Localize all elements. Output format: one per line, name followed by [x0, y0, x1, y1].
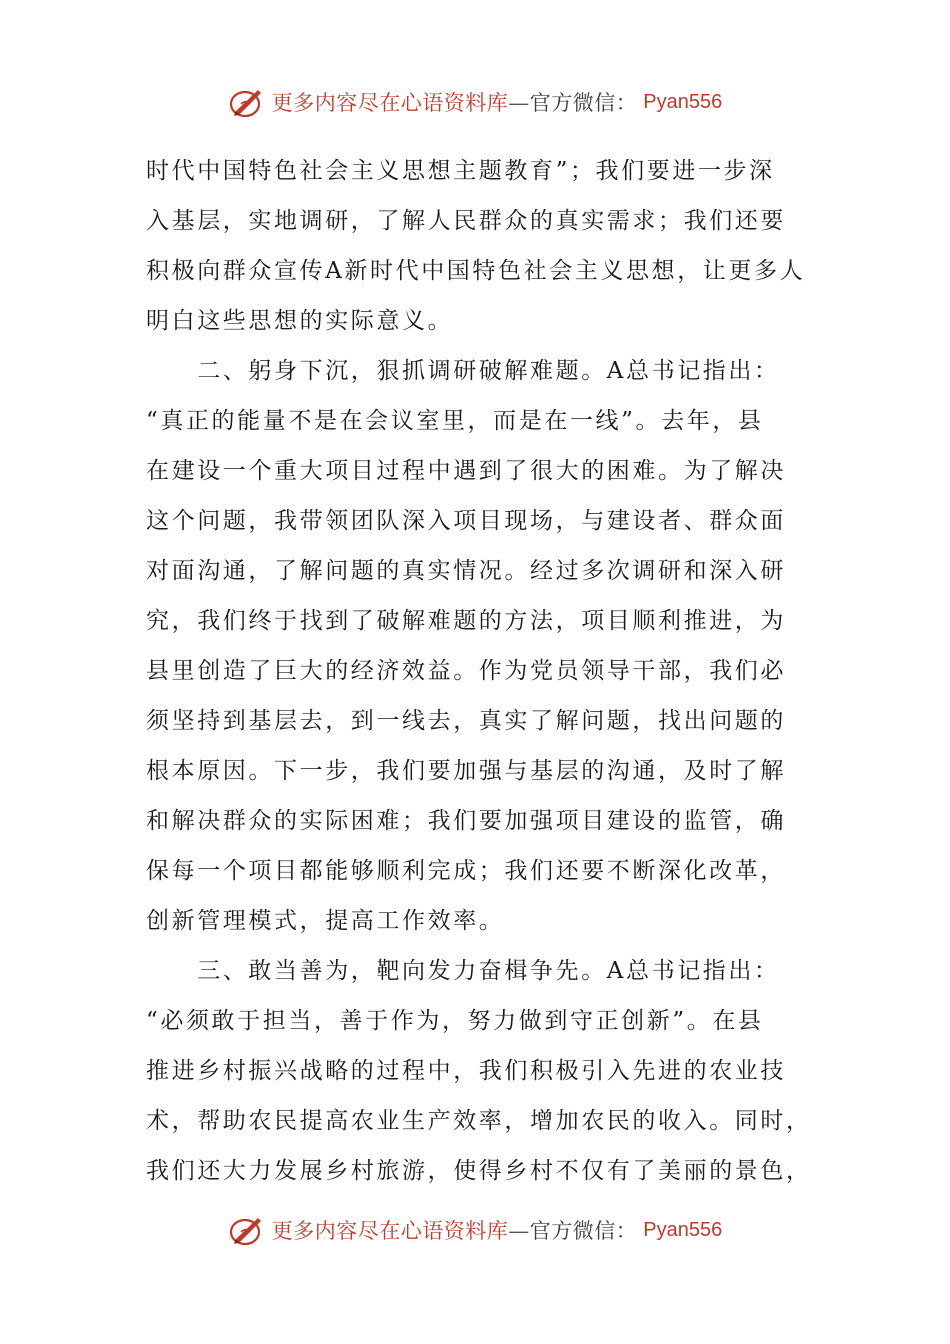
body-line: 对面沟通，了解问题的真实情况。经过多次调研和深入研	[146, 558, 786, 584]
header-banner-inner	[228, 85, 722, 119]
header-banner-wechat-id: Pyan556	[643, 90, 723, 113]
body-line: 保每一个项目都能够顺利完成；我们还要不断深化改革，	[146, 858, 786, 884]
body-line: “必须敢于担当，善于作为，努力做到守正创新”。在县	[146, 1008, 764, 1034]
footer-banner-title: 更多内容尽在心语资料库	[271, 1219, 509, 1243]
body-line: 入基层，实地调研，了解人民群众的真实需求；我们还要	[146, 208, 786, 234]
body-line: 这个问题，我带领团队深入项目现场，与建设者、群众面	[146, 508, 786, 534]
body-line: 时代中国特色社会主义思想主题教育”；我们要进一步深	[146, 158, 775, 184]
body-line: 创新管理模式，提高工作效率。	[146, 908, 505, 934]
footer-banner	[0, 1210, 950, 1250]
body-line: 术，帮助农民提高农业生产效率，增加农民的收入。同时，	[146, 1108, 812, 1134]
body-line: 积极向群众宣传A新时代中国特色社会主义思想，让更多人	[146, 258, 806, 284]
body-line: 二、躬身下沉，狠抓调研破解难题。A总书记指出：	[146, 358, 780, 384]
body-line: 我们还大力发展乡村旅游，使得乡村不仅有了美丽的景色，	[146, 1158, 812, 1184]
pen-logo-icon	[228, 85, 266, 119]
header-banner-wechat-label: 官方微信：	[529, 91, 638, 115]
body-line: 推进乡村振兴战略的过程中，我们积极引入先进的农业技	[146, 1058, 786, 1084]
body-line: 根本原因。下一步，我们要加强与基层的沟通，及时了解	[146, 758, 786, 784]
body-line: 究，我们终于找到了破解难题的方法，项目顺利推进，为	[146, 608, 786, 634]
footer-banner-inner	[228, 1213, 722, 1247]
footer-banner-wechat-id: Pyan556	[643, 1218, 723, 1241]
footer-banner-wechat-label: 官方微信：	[529, 1219, 638, 1243]
document-body	[146, 146, 818, 1196]
body-line: 县里创造了巨大的经济效益。作为党员领导干部，我们必	[146, 658, 786, 684]
header-banner	[0, 82, 950, 122]
pen-logo-icon	[228, 1213, 266, 1247]
body-line: 须坚持到基层去，到一线去，真实了解问题，找出问题的	[146, 708, 786, 734]
header-banner-dash: —	[508, 91, 530, 115]
body-line: 明白这些思想的实际意义。	[146, 308, 454, 334]
body-line: 和解决群众的实际困难；我们要加强项目建设的监管，确	[146, 808, 786, 834]
footer-banner-dash: —	[508, 1219, 530, 1243]
footer-banner-text	[272, 1215, 638, 1245]
body-line: 在建设一个重大项目过程中遇到了很大的困难。为了解决	[146, 458, 786, 484]
body-line: 三、敢当善为，靶向发力奋楫争先。A总书记指出：	[146, 958, 780, 984]
body-line: “真正的能量不是在会议室里，而是在一线”。去年，县	[146, 408, 764, 434]
header-banner-title: 更多内容尽在心语资料库	[271, 91, 509, 115]
header-banner-text	[272, 87, 638, 117]
